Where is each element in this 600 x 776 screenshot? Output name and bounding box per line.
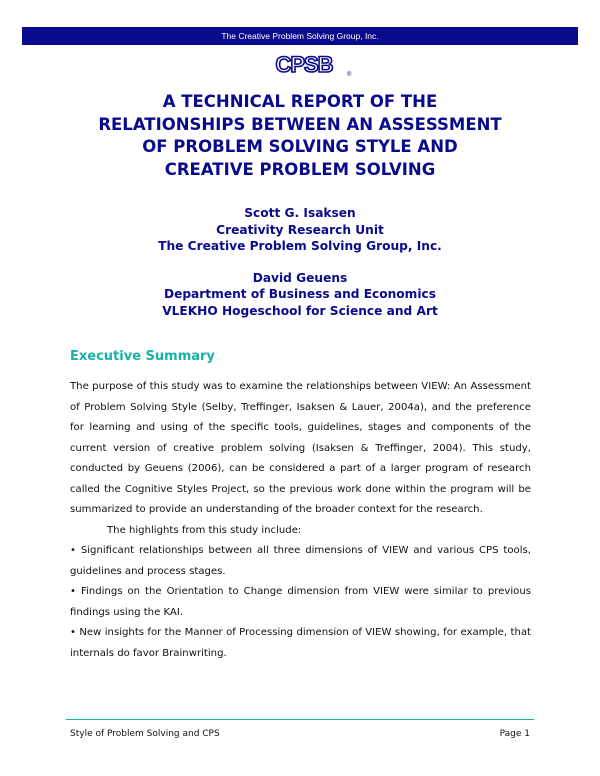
title-line: CREATIVE PROBLEM SOLVING (164, 159, 436, 179)
cpsb-logo-icon (259, 52, 353, 78)
executive-summary-body (70, 377, 531, 664)
title-line: RELATIONSHIPS BETWEEN AN ASSESSMENT (98, 114, 502, 134)
highlights-intro: The highlights from this study include: (107, 524, 302, 536)
title-line: OF PROBLEM SOLVING STYLE AND (142, 137, 458, 156)
author-name: David Geuens (252, 270, 348, 285)
title-line: A TECHNICAL REPORT OF THE (162, 92, 438, 111)
highlight-bullet: • New insights for the Manner of Processing dimension of VIEW showing, for example, that internals do favor Brainwriting. (70, 627, 531, 659)
footer-running-title: Style of Problem Solving and CPS (70, 729, 220, 739)
author-affiliation: VLEKHO Hogeschool for Science and Art (162, 303, 438, 318)
logo-wordmark: CPSB (275, 52, 333, 77)
report-title (0, 91, 600, 181)
author-name: Scott G. Isaksen (244, 206, 356, 220)
logo-registered-mark: ® (347, 72, 352, 78)
section-heading: Executive Summary (70, 349, 215, 364)
page-number: Page 1 (499, 729, 530, 739)
footer-divider (66, 719, 534, 720)
highlight-bullet: • Significant relationships between all three dimensions of VIEW and various CPS tools, guidelines and process stages. (70, 545, 531, 577)
author-block (0, 205, 600, 319)
banner-text: The Creative Problem Solving Group, Inc. (221, 31, 379, 41)
summary-paragraph: The purpose of this study was to examine the relationships between VIEW: An Assessment of Problem Solving Style (Selby, Treffinger, Isaksen & Lauer, 2004a), and the preference for learning and using of the specific tools, guidelines, stages and components of the current version of creative problem solving (Isaksen & Treffinger, 2004). This study, conducted by Geuens (2006), can be considered a part of a larger program of research called the Cognitive Styles Project, so the previous work done within the program will be summarized to provide an understanding of the broader context for the research. (70, 381, 531, 515)
highlight-bullet: • Findings on the Orientation to Change dimension from VIEW were similar to previous findings using the KAI. (70, 586, 531, 618)
author-affiliation: The Creative Problem Solving Group, Inc. (158, 239, 442, 253)
company-logo (259, 52, 353, 78)
author-affiliation: Department of Business and Economics (163, 287, 437, 301)
header-banner (22, 27, 578, 45)
author-affiliation: Creativity Research Unit (216, 222, 384, 237)
